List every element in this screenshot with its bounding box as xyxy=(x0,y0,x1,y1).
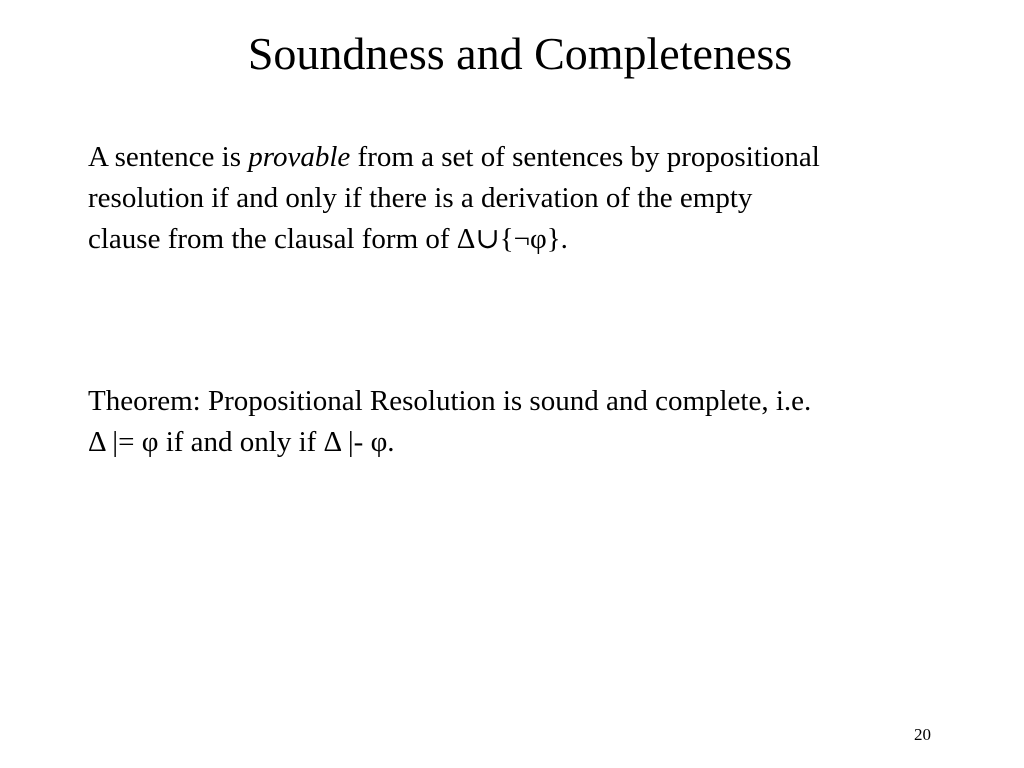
slide-number: 20 xyxy=(914,725,931,744)
definition-line-1-start: A sentence is xyxy=(88,141,249,173)
definition-line-2: resolution if and only if there is a derivation of the empty xyxy=(88,182,753,214)
definition-paragraph xyxy=(88,137,968,260)
theorem-line-2: Δ |= φ if and only if Δ |- φ. xyxy=(88,426,395,458)
definition-line-3: clause from the clausal form of Δ∪{¬φ}. xyxy=(88,223,568,255)
provable-emphasis: provable xyxy=(248,141,351,173)
theorem-line-1: Theorem: Propositional Resolution is sound and complete, i.e. xyxy=(88,385,812,417)
slide-title: Soundness and Completeness xyxy=(247,28,793,79)
theorem-paragraph xyxy=(88,381,968,463)
definition-line-1-end: from a set of sentences by propositional xyxy=(350,141,820,173)
definition-line-1 xyxy=(88,137,968,178)
